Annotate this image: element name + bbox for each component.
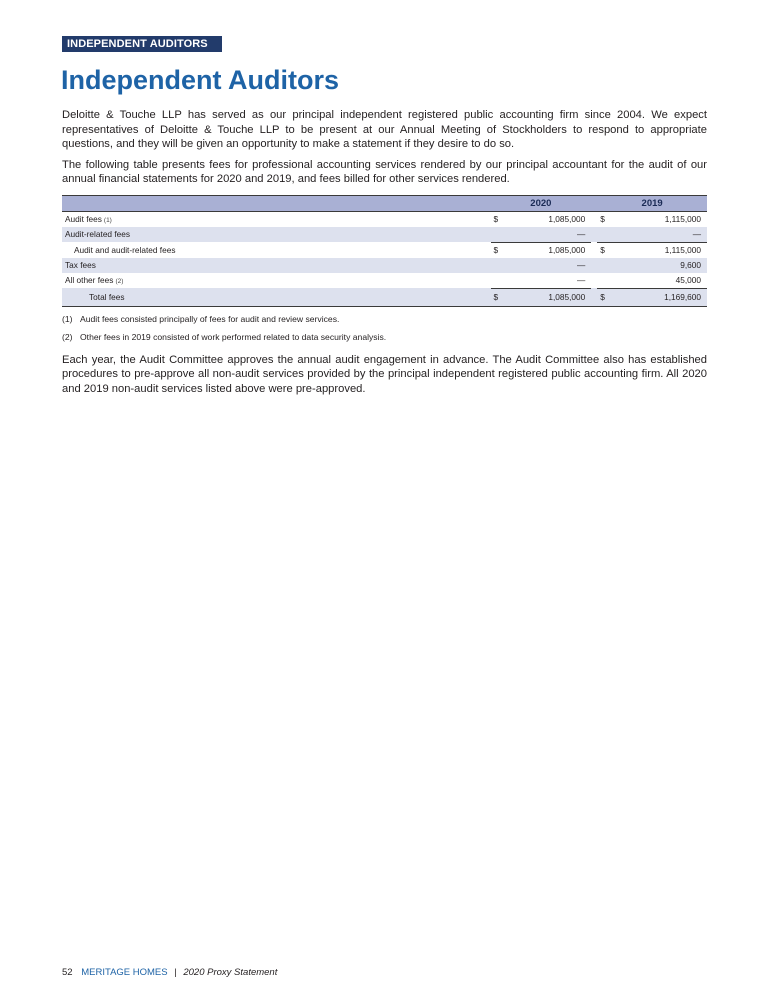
- row-label-text: Tax fees: [65, 260, 96, 270]
- row-label: [62, 227, 491, 243]
- footnote-1: [62, 314, 707, 325]
- currency-symbol: $: [600, 245, 605, 255]
- closing-paragraph: Each year, the Audit Committee approves the annual audit engagement in advance. The Audit Committee also has established procedures to pre-approve all non-audit services provided by the principal independent registered public accounting firm. All 2020 and 2019 non-audit services listed above were pre-approved.: [62, 353, 707, 395]
- column-header-2019: 2019: [597, 195, 707, 211]
- currency-symbol: [597, 273, 612, 289]
- row-label: [62, 273, 491, 289]
- amount-2019: —: [612, 227, 707, 243]
- amount-2019: 1,115,000: [664, 214, 701, 224]
- currency-symbol: [597, 227, 612, 243]
- company-name: MERITAGE HOMES: [81, 967, 168, 978]
- currency-symbol: [491, 273, 506, 289]
- footnote-2: [62, 332, 707, 343]
- page-footer: [62, 967, 277, 978]
- table-row-audit-related-fees: [62, 227, 707, 243]
- currency-symbol: $: [597, 288, 612, 306]
- currency-symbol: $: [493, 245, 499, 255]
- column-header-2020: 2020: [491, 195, 592, 211]
- row-label-text: Total fees: [89, 291, 125, 302]
- amount-2020: 1,085,000: [548, 245, 586, 255]
- row-label: [62, 242, 491, 258]
- currency-symbol: $: [491, 288, 506, 306]
- document-name: 2020 Proxy Statement: [183, 967, 278, 978]
- table-row-audit-fees: [62, 211, 707, 227]
- currency-symbol: [491, 258, 506, 273]
- footer-separator: |: [174, 967, 177, 978]
- table-row-tax-fees: [62, 258, 707, 273]
- footnote-ref: (1): [103, 217, 112, 224]
- footnote-number: (1): [62, 313, 73, 324]
- row-label-text: Audit fees: [65, 214, 102, 224]
- amount-2019: 45,000: [612, 273, 707, 289]
- main-content: [62, 108, 707, 396]
- row-label-text: Audit-related fees: [65, 229, 131, 240]
- row-label: [62, 211, 491, 227]
- amount-2019: 1,169,600: [612, 288, 707, 306]
- amount-2020: 1,085,000: [548, 214, 586, 224]
- amount-2019: 9,600: [680, 260, 701, 270]
- currency-symbol: [597, 258, 612, 273]
- footnote-text: Audit fees consisted principally of fees for audit and review services.: [80, 313, 340, 324]
- amount-2020: —: [505, 227, 591, 243]
- currency-symbol: [491, 227, 506, 243]
- amount-2019: 1,115,000: [664, 245, 701, 255]
- amount-2020: 1,085,000: [505, 288, 591, 306]
- currency-symbol: $: [493, 214, 499, 224]
- fees-table: [62, 195, 707, 307]
- row-label-text: Audit and audit-related fees: [74, 244, 176, 255]
- section-tag: INDEPENDENT AUDITORS: [62, 36, 222, 52]
- amount-2020: —: [505, 273, 591, 289]
- table-intro-paragraph: The following table presents fees for professional accounting services rendered by our principal accountant for the audit of our annual financial statements for 2020 and 2019, and fees billed for other services rendered.: [62, 158, 707, 185]
- footnote-text: Other fees in 2019 consisted of work performed related to data security analysis.: [80, 331, 387, 342]
- page-number: 52: [62, 967, 73, 978]
- intro-paragraph: Deloitte & Touche LLP has served as our principal independent registered public accounting firm since 2004. We expect representatives of Deloitte & Touche LLP to be present at our Annual Meeting of Stockholders to respond to appropriate questions, and they will be given an opportunity to make a statement if they desire to do so.: [62, 109, 707, 150]
- footnotes: [62, 314, 707, 343]
- page-title: Independent Auditors: [61, 65, 339, 95]
- header-blank: [62, 195, 491, 211]
- footnote-number: (2): [62, 331, 73, 342]
- table-row-all-other-fees: [62, 273, 707, 289]
- row-label: [62, 258, 491, 273]
- footnote-ref: (2): [115, 278, 124, 286]
- table-row-total-fees: [62, 288, 707, 306]
- currency-symbol: $: [600, 214, 605, 224]
- amount-2020: —: [576, 260, 586, 270]
- row-label-text: All other fees: [65, 275, 114, 286]
- table-row-audit-and-audit-related-fees: [62, 242, 707, 258]
- table-header-row: [62, 195, 707, 211]
- row-label: [62, 288, 491, 306]
